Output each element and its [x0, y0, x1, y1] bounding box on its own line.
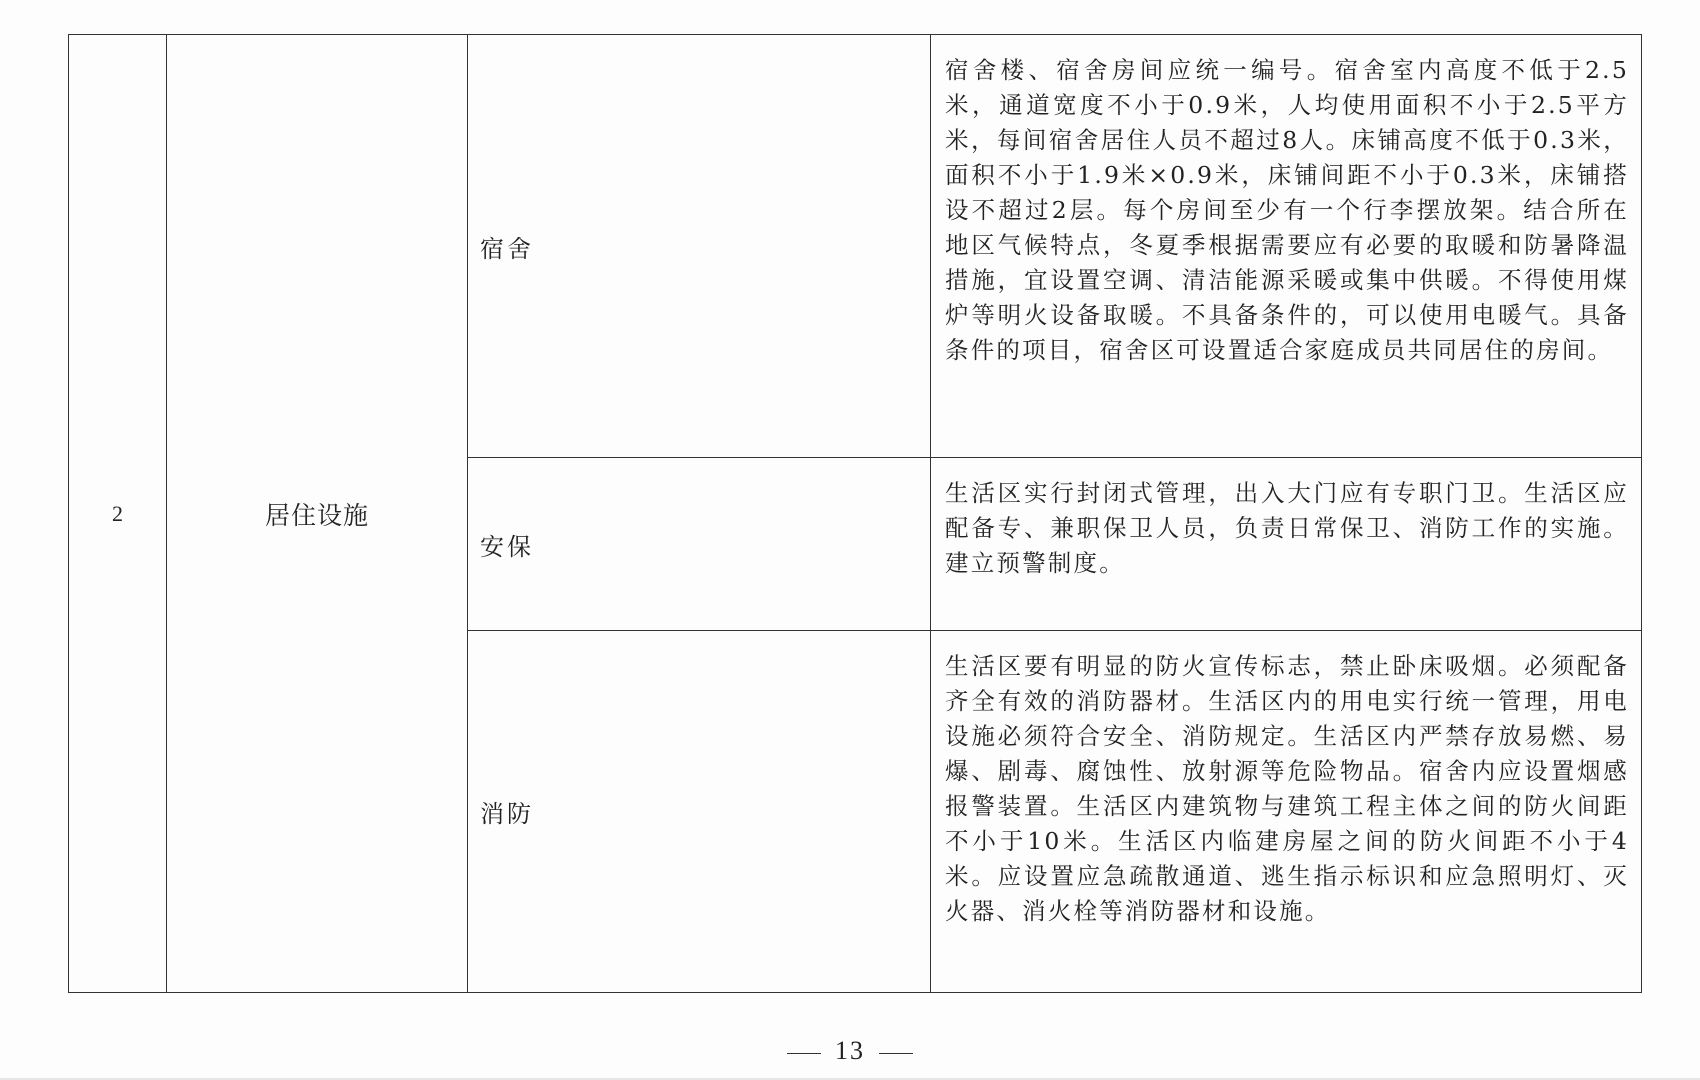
item-cell: 宿舍	[468, 35, 931, 458]
row-number-cell: 2	[69, 35, 167, 993]
item-cell: 消防	[468, 631, 931, 993]
page-number-text: 13	[835, 1036, 865, 1065]
requirements-table	[68, 34, 1642, 993]
description-cell: 生活区实行封闭式管理，出入大门应有专职门卫。生活区应配备专、兼职保卫人员，负责日常保卫、消防工作的实施。建立预警制度。	[931, 458, 1642, 631]
page-number-dash-left	[787, 1053, 821, 1054]
page-number	[0, 1036, 1700, 1066]
page-number-dash-right	[879, 1053, 913, 1054]
item-cell: 安保	[468, 458, 931, 631]
table-row	[69, 35, 1642, 458]
description-cell: 宿舍楼、宿舍房间应统一编号。宿舍室内高度不低于2.5米，通道宽度不小于0.9米，人均使用面积不小于2.5平方米，每间宿舍居住人员不超过8人。床铺高度不低于0.3米，面积不小于1.9米×0.9米，床铺间距不小于0.3米，床铺搭设不超过2层。每个房间至少有一个行李摆放架。结合所在地区气候特点，冬夏季根据需要应有必要的取暖和防暑降温措施，宜设置空调、清洁能源采暖或集中供暖。不得使用煤炉等明火设备取暖。不具备条件的，可以使用电暖气。具备条件的项目，宿舍区可设置适合家庭成员共同居住的房间。	[931, 35, 1642, 458]
description-cell: 生活区要有明显的防火宣传标志，禁止卧床吸烟。必须配备齐全有效的消防器材。生活区内的用电实行统一管理，用电设施必须符合安全、消防规定。生活区内严禁存放易燃、易爆、剧毒、腐蚀性、放射源等危险物品。宿舍内应设置烟感报警装置。生活区内建筑物与建筑工程主体之间的防火间距不小于10米。生活区内临建房屋之间的防火间距不小于4米。应设置应急疏散通道、逃生指示标识和应急照明灯、灭火器、消火栓等消防器材和设施。	[931, 631, 1642, 993]
category-cell: 居住设施	[167, 35, 468, 993]
